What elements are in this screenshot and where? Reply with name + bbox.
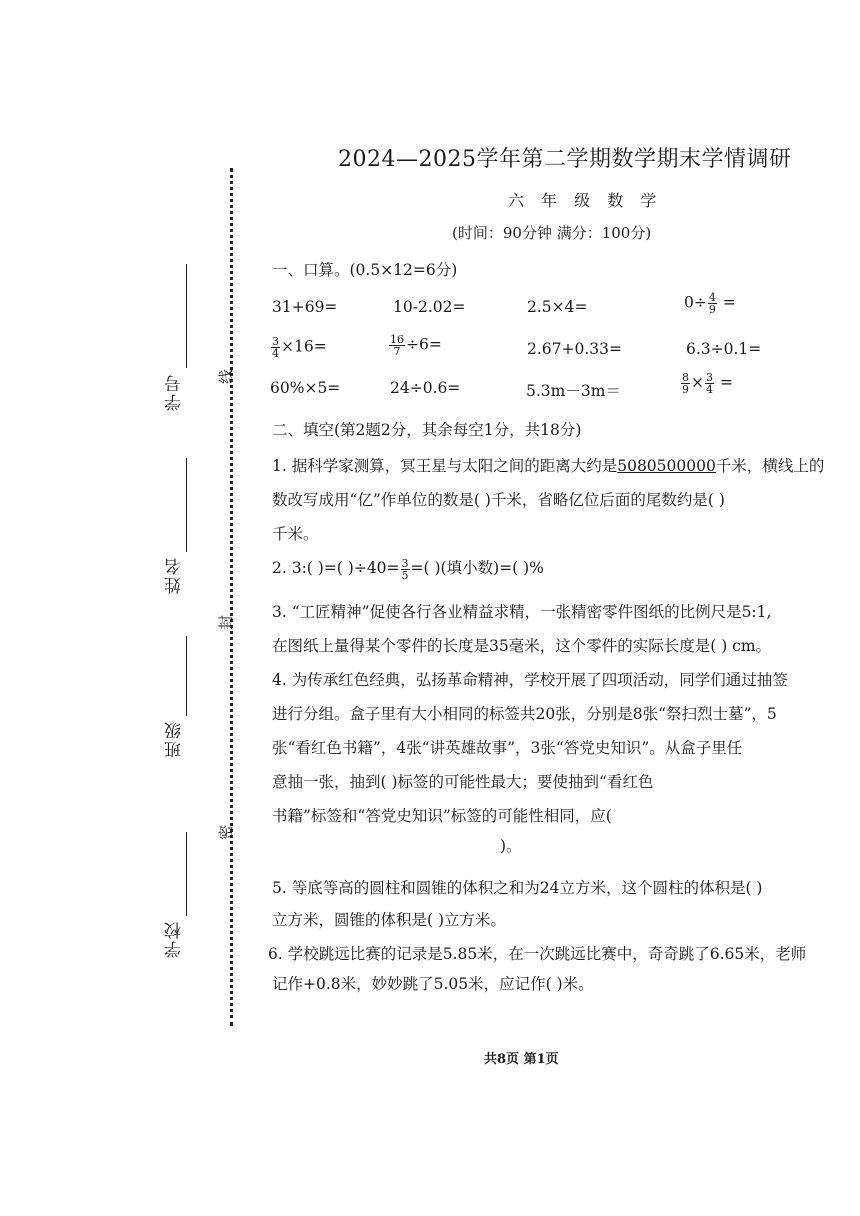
q1-line2: 数改写成用“亿”作单位的数是( )千米，省略亿位后面的尾数约是( )	[272, 491, 725, 509]
fraction-den: 9	[708, 303, 716, 316]
fraction-den: 5	[401, 568, 409, 582]
calc-7: 2.67+0.33=	[527, 340, 622, 358]
fraction-3-4	[271, 336, 280, 359]
q4-line3: 张“看红色书籍”，4张“讲英雄故事”，3张“答党史知识”。从盒子里任	[272, 739, 743, 757]
q6-line2: 记作+0.8米，妙妙跳了5.05米，应记作( )米。	[272, 975, 594, 993]
section1-heading: 一、口算。(0.5×12=6分)	[272, 261, 458, 279]
calc-6	[388, 334, 442, 357]
q5-line2: 立方米，圆锥的体积是( )立方米。	[272, 911, 507, 929]
q1-line1-text: 1. 据科学家测算，冥王星与太阳之间的距离大约是	[272, 457, 618, 475]
calc-4-prefix: 0÷	[684, 293, 707, 312]
class-blank[interactable]	[186, 636, 187, 716]
calc-10: 24÷0.6=	[390, 379, 461, 397]
q1-line1	[272, 454, 824, 476]
calc-3: 2.5×4=	[527, 298, 588, 316]
school-label: 学校	[165, 920, 185, 958]
fraction-num: 16	[390, 333, 404, 346]
q4-line4: 意抽一张，抽到( )标签的可能性最大；要使抽到“看红色	[272, 773, 654, 791]
q4-line1: 4. 为传承红色经典，弘扬革命精神，学校开展了四项活动，同学们通过抽签	[272, 671, 788, 689]
fraction-3-5	[401, 558, 410, 581]
exam-subtitle: 六 年 级 数 学	[508, 191, 663, 210]
time-info: (时间：90分钟 满分：100分)	[452, 224, 652, 242]
seal-char-line: 线	[217, 368, 236, 385]
q2-suffix: =( )(填小数)=( )%	[410, 559, 544, 577]
calc-12-times: ×	[691, 373, 704, 392]
fraction-num: 3	[272, 335, 279, 348]
calc-2: 10-2.02=	[393, 298, 466, 316]
q1-line1-tail: 千米，横线上的	[715, 457, 825, 475]
fraction-den: 9	[682, 383, 689, 396]
fraction-den: 4	[706, 383, 713, 396]
fraction-8-9	[681, 372, 690, 395]
school-blank[interactable]	[186, 832, 187, 916]
calc-6-text: ÷6=	[406, 335, 442, 354]
seal-char-seal: 封	[217, 614, 236, 631]
fraction-3-4b	[705, 372, 714, 395]
q4-line5: 书籍”标签和“答党史知识”标签的可能性相同，应(	[272, 807, 612, 825]
q2-line	[272, 556, 544, 581]
calc-1: 31+69=	[272, 298, 338, 316]
fraction-num: 3	[401, 556, 409, 570]
calc-11: 5.3m－3m＝	[526, 382, 621, 400]
calc-12-eq: =	[719, 373, 733, 392]
q1-line3: 千米。	[272, 525, 319, 543]
fraction-num: 4	[708, 291, 716, 304]
fraction-num: 3	[706, 371, 713, 384]
class-label: 班级	[165, 720, 185, 758]
calc-8: 6.3÷0.1=	[686, 340, 762, 358]
q5-line1: 5. 等底等高的圆柱和圆锥的体积之和为24立方米，这个圆柱的体积是( )	[272, 879, 763, 897]
calc-12	[680, 372, 733, 395]
calc-9: 60%×5=	[270, 379, 341, 397]
q3-line2: 在图纸上量得某个零件的长度是35毫米，这个零件的实际长度是( ) cm。	[272, 637, 772, 655]
fraction-den: 7	[393, 345, 401, 358]
fraction-num: 8	[682, 371, 689, 384]
fraction-16-7	[389, 334, 405, 357]
q3-line1: 3. “工匠精神”促使各行各业精益求精，一张精密零件图纸的比例尺是5:1,	[272, 603, 772, 621]
calc-5	[270, 336, 327, 359]
q2-prefix: 2. 3:( )=( )÷40=	[272, 559, 400, 577]
q4-line2: 进行分组。盒子里有大小相同的标签共20张，分别是8张“祭扫烈士墓”，5	[272, 705, 777, 723]
fraction-den: 4	[272, 347, 279, 360]
student-no-blank[interactable]	[186, 264, 187, 368]
exam-title: 2024—2025学年第二学期数学期末学情调研	[338, 147, 792, 172]
name-label: 姓名	[165, 556, 185, 594]
calc-4	[684, 292, 736, 315]
page-number: 共8页 第1页	[484, 1052, 559, 1067]
student-no-label: 学号	[165, 373, 185, 411]
section2-heading: 二、填空(第2题2分，其余每空1分，共18分)	[272, 421, 582, 439]
calc-5-text: ×16=	[281, 337, 327, 356]
q6-line1: 6. 学校跳远比赛的记录是5.85米，在一次跳远比赛中，奇奇跳了6.65米，老师	[268, 945, 807, 963]
calc-4-suffix: =	[722, 293, 736, 312]
name-blank[interactable]	[186, 458, 187, 552]
q4-line6: )。	[500, 837, 522, 855]
seal-char-secret: 密	[217, 824, 236, 841]
fraction-4-9	[708, 292, 717, 315]
binding-dotted-line	[230, 168, 233, 1026]
q1-underlined-number: 5080500000	[617, 457, 716, 475]
